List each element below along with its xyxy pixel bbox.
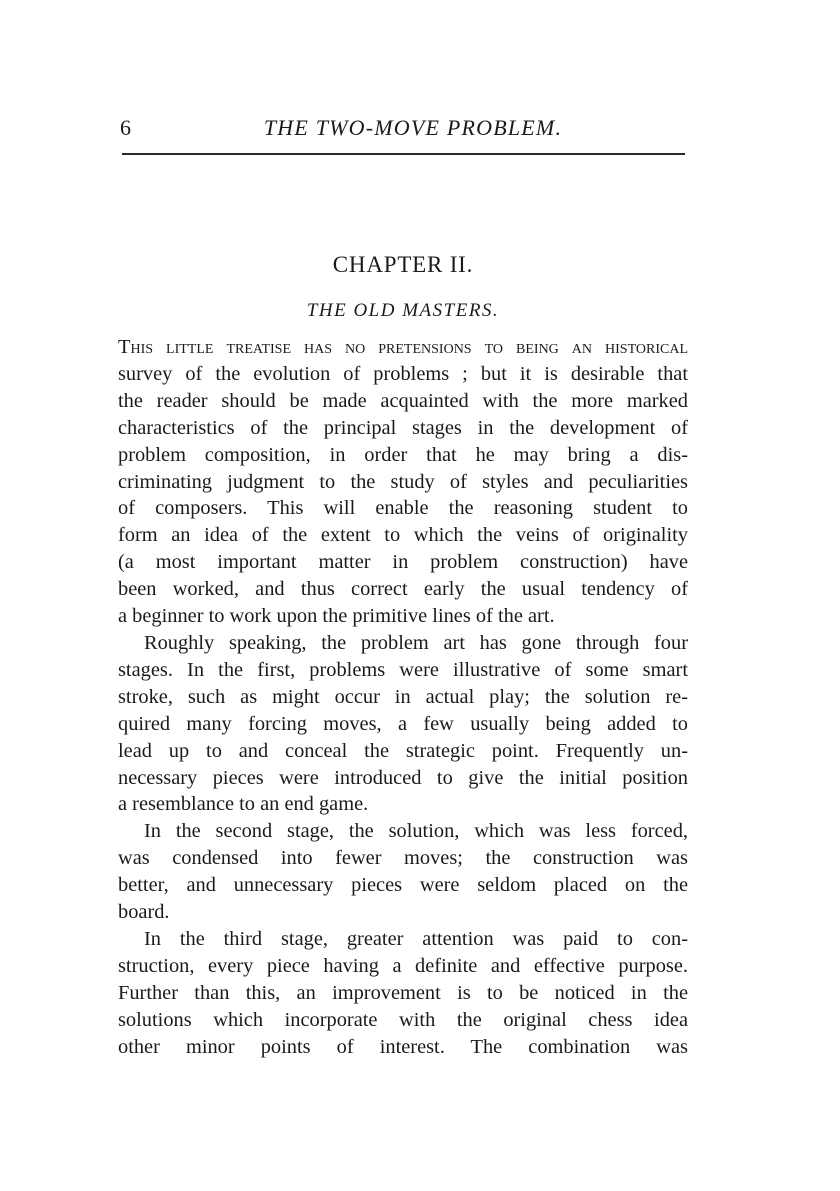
text-line: problem composition, in order that he may bring a dis- (118, 443, 688, 466)
text-line: Further than this, an improvement is to be noticed in the (118, 981, 688, 1004)
text-line: In the third stage, greater attention was paid to con- (144, 927, 688, 950)
text-line: better, and unnecessary pieces were seldom placed on the (118, 874, 688, 897)
text-line: This little treatise has no pretensions to being an historical (118, 336, 688, 358)
text-line: In the second stage, the solution, which was less forced, (144, 820, 688, 843)
text-line: a resemblance to an end game. (118, 793, 369, 816)
text-line: board. (118, 901, 170, 924)
text-line: the reader should be made acquainted with the more marked (118, 389, 688, 412)
text-line: solutions which incorporate with the original chess idea (118, 1008, 688, 1031)
text-line: lead up to and conceal the strategic point. Frequently un- (118, 739, 688, 762)
header-rule (122, 153, 685, 155)
text-line: criminating judgment to the study of styles and peculiarities (118, 470, 688, 493)
paragraph-2 (118, 630, 688, 818)
paragraph-4 (118, 926, 688, 1061)
text-line: a beginner to work upon the primitive lines of the art. (118, 605, 555, 628)
text-line: characteristics of the principal stages in the development of (118, 416, 688, 439)
paragraph-3 (118, 818, 688, 926)
text-line: stroke, such as might occur in actual play; the solution re- (118, 685, 688, 708)
chapter-title: CHAPTER II. (332, 252, 474, 277)
text-line: been worked, and thus correct early the usual tendency of (118, 578, 688, 601)
text-line: stages. In the first, problems were illustrative of some smart (118, 658, 688, 681)
page-number: 6 (120, 115, 131, 140)
text-line: survey of the evolution of problems ; but it is desirable that (118, 362, 688, 385)
text-line: necessary pieces were introduced to give the initial position (118, 766, 688, 789)
running-head (118, 113, 688, 143)
text-line: (a most important matter in problem construction) have (118, 551, 688, 574)
body-text (118, 334, 688, 1060)
text-line: other minor points of interest. The combination was (118, 1035, 688, 1058)
running-title: THE TWO-MOVE PROBLEM. (263, 115, 563, 140)
text-line: Roughly speaking, the problem art has gone through four (144, 631, 688, 654)
text-line: form an idea of the extent to which the veins of originality (118, 524, 688, 547)
text-line: was condensed into fewer moves; the construction was (118, 847, 688, 870)
text-line: struction, every piece having a definite and effective purpose. (118, 954, 688, 977)
paragraph-1 (118, 334, 688, 630)
text-line: of composers. This will enable the reasoning student to (118, 497, 688, 520)
text-line: quired many forcing moves, a few usually being added to (118, 712, 688, 735)
chapter-subtitle: THE OLD MASTERS. (306, 300, 500, 321)
